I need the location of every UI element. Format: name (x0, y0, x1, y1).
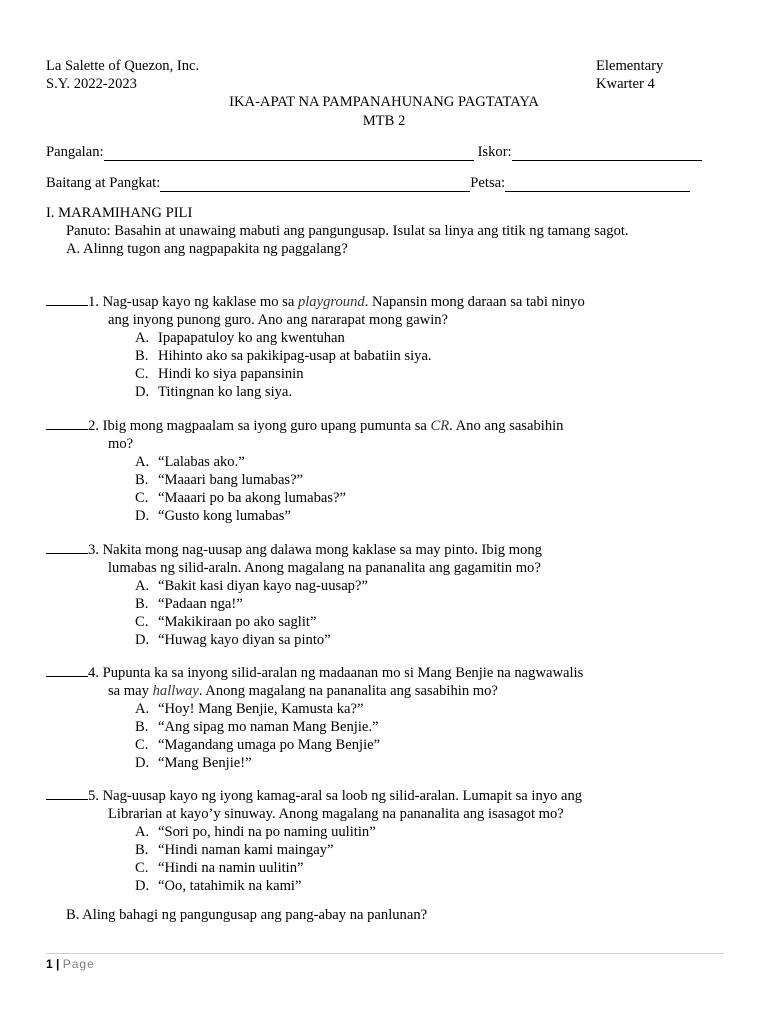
choice-a: A. “Bakit kasi diyan kayo nag-uusap?” (135, 578, 368, 594)
name-field[interactable] (104, 145, 474, 161)
question-text: Pupunta ka sa inyong silid-aralan ng madaanan mo si Mang Benjie na nagwawalis (102, 665, 584, 681)
choice-list (46, 577, 716, 649)
question-text: Ibig mong magpaalam sa iyong guro upang pumunta sa CR. Ano ang sasabihin (102, 418, 564, 434)
question-text-cont: ang inyong punong guro. Ano ang nararapat mong gawin? (108, 312, 449, 328)
question-2 (46, 416, 716, 525)
choice-d: D. “Huwag kayo diyan sa pinto” (135, 632, 331, 648)
choice-c: C. “Makikiraan po ako saglit” (135, 614, 317, 630)
question-3 (46, 540, 716, 649)
question-4 (46, 663, 716, 772)
choice-d: D. “Oo, tatahimik na kami” (135, 878, 302, 894)
date-label: Petsa: (470, 175, 506, 191)
choice-c: C. “Magandang umaga po Mang Benjie” (135, 737, 381, 753)
score-field[interactable] (512, 145, 702, 161)
choice-b: B. “Ang sipag mo naman Mang Benjie.” (135, 719, 379, 735)
directions: Panuto: Basahin at unawaing mabuti ang pangungusap. Isulat sa linya ang titik ng tamang sagot. (66, 223, 629, 239)
question-text-cont: mo? (108, 436, 134, 452)
choice-c: C. “Maaari po ba akong lumabas?” (135, 490, 347, 506)
school-year: S.Y. 2022-2023 (46, 76, 137, 92)
question-number: 5. (88, 788, 99, 804)
question-number: 4. (88, 665, 99, 681)
name-score-row (46, 143, 724, 161)
choice-list (46, 823, 716, 895)
choice-list (46, 700, 716, 772)
school-level: Elementary (596, 58, 664, 74)
choice-a: A. “Sori po, hindi na po naming uulitin” (135, 824, 376, 840)
question-number: 3. (88, 542, 99, 558)
choice-c: C. “Hindi na namin uulitin” (135, 860, 304, 876)
page-separator: | (56, 957, 60, 971)
choice-c: C. Hindi ko siya papansinin (135, 366, 304, 382)
choice-d: D. Titingnan ko lang siya. (135, 384, 293, 400)
score-label: Iskor: (477, 144, 512, 160)
choice-b: B. “Padaan nga!” (135, 596, 243, 612)
grade-field[interactable] (160, 176, 470, 192)
question-5 (46, 786, 716, 895)
part-b-heading: B. Aling bahagi ng pangungusap ang pang-abay na panlunan? (66, 907, 428, 923)
answer-blank[interactable] (46, 292, 88, 306)
date-field[interactable] (505, 176, 690, 192)
grade-date-row (46, 174, 724, 192)
question-text: Nag-uusap kayo ng iyong kamag-aral sa loob ng silid-aralan. Lumapit sa inyo ang (102, 788, 583, 804)
choice-d: D. “Mang Benjie!” (135, 755, 252, 771)
section-intro (46, 204, 726, 258)
grade-label: Baitang at Pangkat: (46, 175, 161, 191)
section-title: I. MARAMIHANG PILI (46, 205, 193, 221)
question-text: Nag-usap kayo ng kaklase mo sa playground. Napansin mong daraan sa tabi ninyo (102, 294, 585, 310)
question-text: Nakita mong nag-uusap ang dalawa mong kaklase sa may pinto. Ibig mong (102, 542, 542, 558)
page-footer (46, 953, 724, 971)
answer-blank[interactable] (46, 786, 88, 800)
choice-b: B. “Hindi naman kami maingay” (135, 842, 334, 858)
document-header (46, 57, 726, 93)
question-text-cont: sa may hallway. Anong magalang na pananalita ang sasabihin mo? (108, 683, 498, 699)
choice-b: B. “Maaari bang lumabas?” (135, 472, 304, 488)
exam-subject: MTB 2 (362, 113, 406, 129)
exam-titles (0, 93, 768, 131)
choice-list (46, 453, 716, 525)
choice-list (46, 329, 716, 401)
answer-blank[interactable] (46, 663, 88, 677)
choice-b: B. Hihinto ako sa pakikipag-usap at babatiin siya. (135, 348, 432, 364)
choice-a: A. “Lalabas ako.” (135, 454, 245, 470)
choice-a: A. Ipapapatuloy ko ang kwentuhan (135, 330, 345, 346)
question-text-cont: lumabas ng silid-araln. Anong magalang na pananalita ang gagamitin mo? (108, 560, 541, 576)
answer-blank[interactable] (46, 416, 88, 430)
part-a-heading: A. Alinng tugon ang nagpapakita ng paggalang? (66, 241, 348, 257)
question-number: 1. (88, 294, 99, 310)
school-name: La Salette of Quezon, Inc. (46, 58, 200, 74)
quarter: Kwarter 4 (596, 76, 655, 92)
exam-title: IKA-APAT NA PAMPANAHUNANG PAGTATAYA (229, 94, 539, 110)
name-label: Pangalan: (46, 144, 104, 160)
page-word: Page (62, 957, 95, 971)
choice-d: D. “Gusto kong lumabas” (135, 508, 291, 524)
page-number: 1 (46, 957, 53, 971)
question-text-cont: Librarian at kayo’y sinuway. Anong magalang na pananalita ang isasagot mo? (108, 806, 564, 822)
answer-blank[interactable] (46, 540, 88, 554)
choice-a: A. “Hoy! Mang Benjie, Kamusta ka?” (135, 701, 364, 717)
question-number: 2. (88, 418, 99, 434)
question-1 (46, 292, 716, 401)
